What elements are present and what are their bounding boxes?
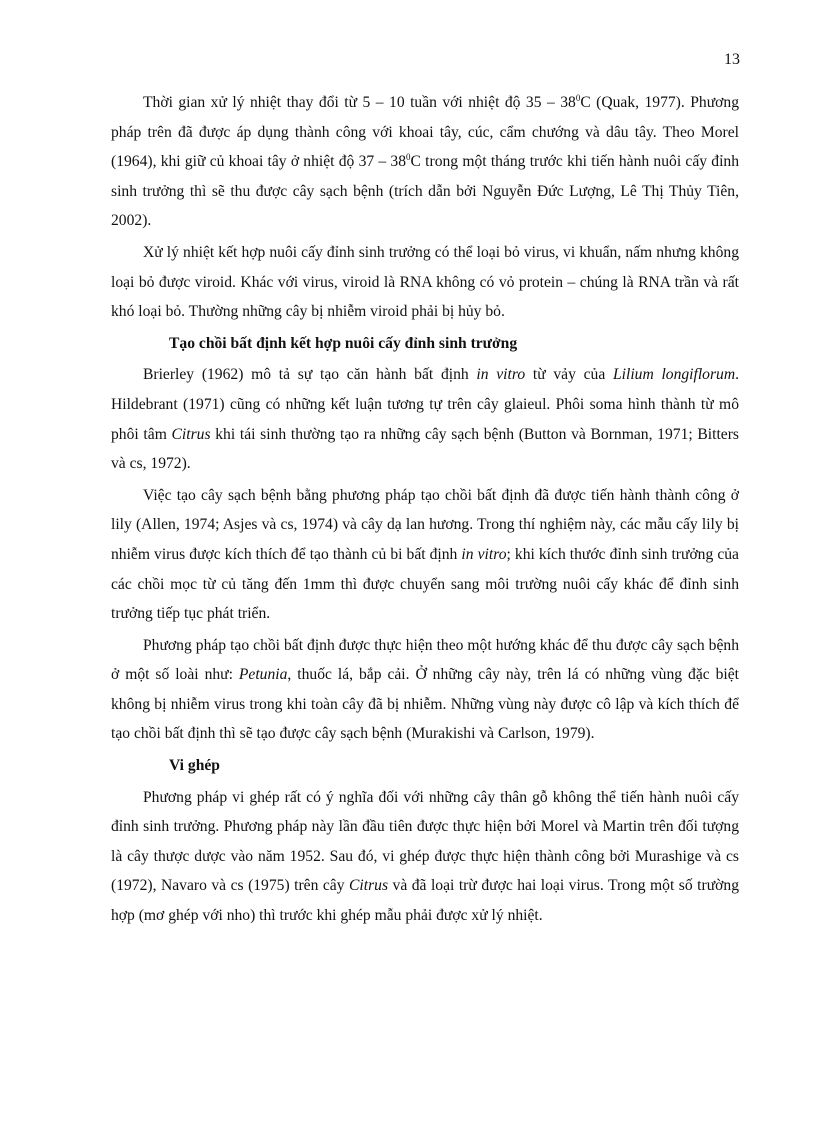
body-paragraph [111, 360, 739, 478]
text-run: Thời gian xử lý nhiệt thay đổi từ 5 – 10 tuần với nhiệt độ 35 – 38 [143, 94, 576, 111]
text-run: từ vảy của [525, 366, 613, 384]
section-heading [111, 329, 739, 359]
body-paragraph [111, 238, 739, 327]
body-paragraph [111, 783, 739, 931]
body-paragraph [111, 481, 739, 629]
degree-superscript: 0 [406, 152, 411, 163]
degree-superscript: 0 [575, 93, 581, 103]
text-run: Vi ghép [169, 757, 220, 775]
text-run: và đã loại trừ được hai loại virus. Trong một số trường hợp (mơ ghép với nho) thì trước khi ghép mẫu phải được xử lý nhiệt. [111, 877, 739, 925]
text-run: . Hildebrant (1971) cũng có những kết luận tương tự trên cây glaieul. Phôi soma hình thành từ mô phôi tâm [111, 366, 739, 443]
text-run: ; khi kích thước đỉnh sinh trưởng của các chồi mọc từ củ tăng đến 1mm thì được chuyển sang môi trường nuôi cấy khác để đỉnh sinh trưởng tiếp tục phát triển. [111, 545, 739, 623]
text-run: Xử lý nhiệt kết hợp nuôi cấy đỉnh sinh trưởng có thể loại bỏ virus, vi khuẩn, nấm nhưng không loại bỏ được viroid. Khác với virus, viroid là RNA không có vỏ protein – chúng là RNA trần và rất khó loại bỏ. Thường những cây bị nhiễm viroid phải bị hủy bỏ. [111, 243, 739, 321]
text-run: Brierley (1962) mô tả sự tạo căn hành bất định [143, 366, 477, 384]
text-run: khi tái sinh thường tạo ra những cây sạch bệnh (Button và Bornman, 1971; Bitters và cs, 1972). [111, 425, 739, 473]
italic-term: in vitro [476, 366, 526, 384]
text-run: Tạo chồi bất định kết hợp nuôi cấy đỉnh sinh trưởng [169, 334, 518, 352]
italic-term: Lilium longiflorum [612, 366, 736, 384]
text-run: Việc tạo cây sạch bệnh bằng phương pháp tạo chồi bất định đã được tiến hành thành công ở lily (Allen, 1974; Asjes và cs, 1974) và cây dạ lan hương. Trong thí nghiệm này, các mẫu cấy lily bị nhiễm virus được kích thích để tạo thành củ bi bất định [111, 486, 739, 563]
section-heading [111, 751, 739, 781]
text-run: Phương pháp tạo chồi bất định được thực hiện theo một hướng khác để thu được cây sạch bệnh ở một số loài như: [111, 636, 739, 684]
italic-term: Citrus [171, 425, 211, 443]
body-paragraph [111, 631, 739, 749]
document-body [111, 88, 739, 931]
italic-term: Citrus [349, 877, 389, 895]
text-run: , thuốc lá, bắp cải. Ở những cây này, trên lá có những vùng đặc biệt không bị nhiễm virus trong khi toàn cây đã bị nhiễm. Những vùng này được cô lập và kích thích để tạo chồi bất định thì sẽ tạo được cây sạch bệnh (Murakishi và Carlson, 1979). [111, 666, 740, 743]
italic-term: Petunia [238, 666, 288, 684]
italic-term: in vitro [461, 545, 507, 563]
page-number: 13 [724, 51, 740, 68]
text-run: C trong một tháng trước khi tiến hành nuôi cấy đỉnh sinh trưởng thì sẽ thu được cây sạch bệnh (trích dẫn bởi Nguyễn Đức Lượng, Lê Thị Thủy Tiên, 2002). [111, 153, 739, 230]
text-run: C (Quak, 1977). Phương pháp trên đã được áp dụng thành công với khoai tây, cúc, cẩm chướng và dâu tây. Theo Morel (1964), khi giữ củ khoai tây ở nhiệt độ 37 – 38 [111, 94, 739, 171]
text-run: Phương pháp vi ghép rất có ý nghĩa đối với những cây thân gỗ không thể tiến hành nuôi cấy đỉnh sinh trưởng. Phương pháp này lần đầu tiên được thực hiện bởi Morel và Martin trên đối tượng là cây thược dược vào năm 1952. Sau đó, vi ghép được thực hiện thành công bởi Murashige và cs (1972), Navaro và cs (1975) trên cây [111, 788, 739, 895]
body-paragraph [111, 88, 739, 236]
